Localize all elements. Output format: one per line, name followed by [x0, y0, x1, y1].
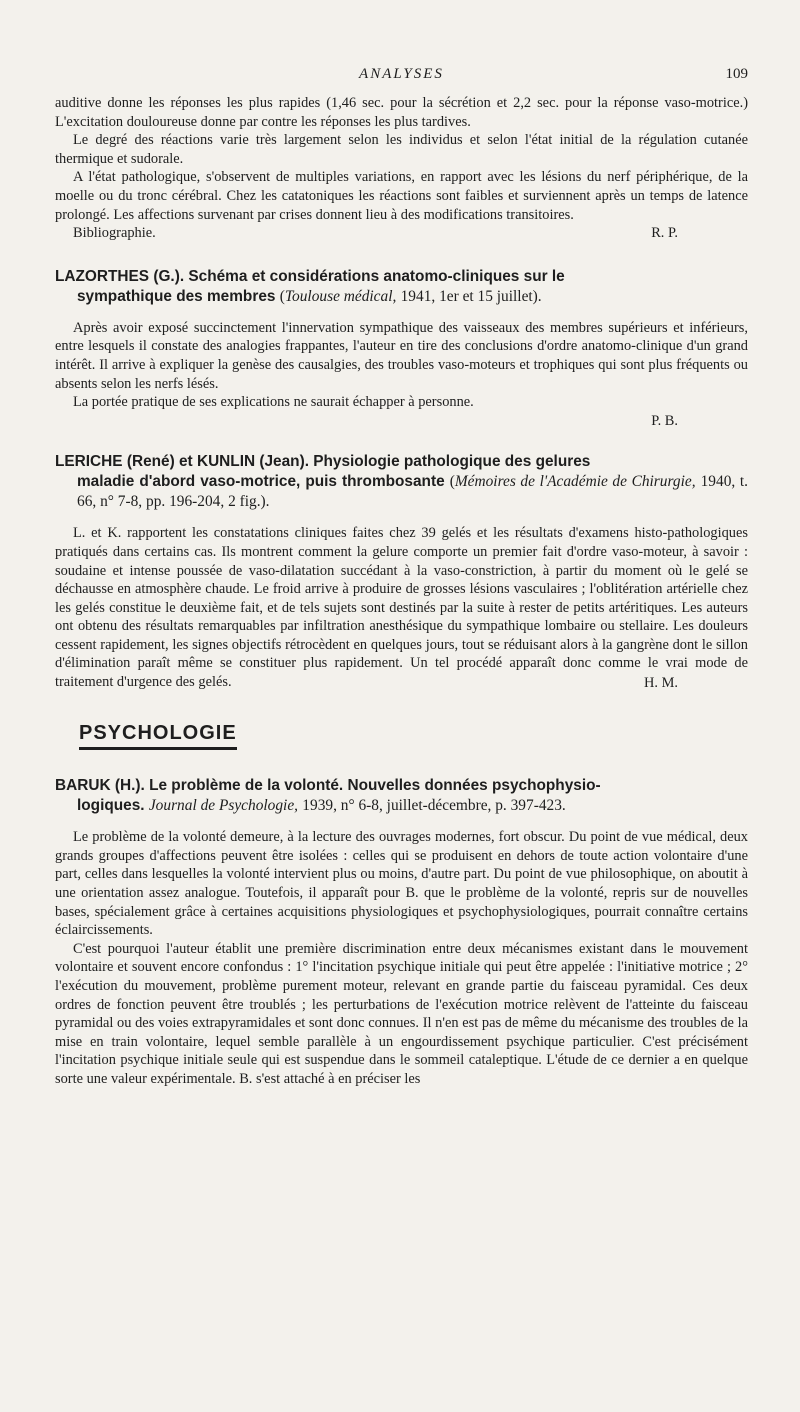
article-baruk [55, 776, 748, 1088]
article-authors: BARUK (H.). [55, 777, 145, 795]
article-paragraph: Après avoir exposé succinctement l'innervation sympathique des vaisseaux des membres supérieurs et inférieurs, entre lesquels il constate des analogies frappantes, l'auteur en tire des conclusions d'ordre anatomo-clinique d'un grand intérêt. Il arrive à expliquer la genèse des causalgies, des troubles vaso-moteurs et trophiques qui sont plus fréquents ou absents selon les nerfs lésés. [55, 319, 748, 392]
intro-paragraph-2: Le degré des réactions varie très largement selon les individus et selon l'état initial de la régulation cutanée thermique et sudorale. [55, 132, 748, 167]
article-signature: H. M. [644, 674, 678, 691]
section-psychologie [55, 692, 748, 750]
article-title-b: maladie d'abord vaso-motrice, puis thrombosante [77, 473, 445, 491]
article-ref-open: ( [279, 287, 285, 305]
article-journal: Journal de Psychologie, [148, 797, 299, 815]
article-title-a: Physiologie pathologique des gelures [313, 453, 591, 471]
article-ref: 1939, n° 6-8, juillet-décembre, p. 397-423. [302, 797, 566, 815]
article-paragraph: L. et K. rapportent les constatations cliniques faites chez 39 gelés et les résultats d'examens histo-pathologiques pratiqués dans certains cas. Ils montrent comment la gelure comporte un premier fait d'ordre vaso-moteur, à savoir : soudaine et intense poussée de vaso-dilatation succédant à la vaso-constriction, à partir du moment où le gelé se déchausse en atmosphère chaude. Le froid arrive à produire de grosses lésions vasculaires ; l'oblitération artérielle chez les gelés constitue le deuxième fait, et de tels sujets sont destinés par la suite à rester de petits artéritiques. Les auteurs ont obtenu des résultats remarquables par infiltration anesthésique du sympathique lombaire ou stellaire. Les douleurs cessent rapidement, les signes objectifs rétrocèdent en quelques jours, tout se réduisant alors à la gangrène dont le sillon d'élimination paraît même se constituer plus rapidement. Un tel procédé apparaît donc comme le vrai mode de traitement d'urgence des gelés. [55, 525, 748, 691]
article-paragraph: Le problème de la volonté demeure, à la lecture des ouvrages modernes, fort obscur. Du point de vue médical, deux grands groupes d'affections peuvent être isolées : celles qui se produisent en dehors de toute action volontaire d'une part, celles dans lesquelles la volonté intervient plus ou moins, d'autre part. Du point de vue philosophique, on aboutit à une orientation assez analogue. Toutefois, il apparaît pour B. que le problème de la volonté, repris sur de nouvelles bases, spécialement grâce à certaines acquisitions physiologiques et psychophysiologiques, pourrait connaître certains éclaircissements. [55, 829, 748, 939]
article-heading [55, 452, 748, 512]
article-ref-open: ( [449, 473, 455, 491]
page [55, 62, 748, 1089]
article-ref: 1941, 1er et 15 juillet). [400, 287, 542, 305]
article-heading [55, 267, 748, 307]
section-underline [79, 747, 237, 750]
article-title-a: Le problème de la volonté. Nouvelles données psychophysio- [149, 777, 601, 795]
bibliography-label: Bibliographie. [73, 225, 156, 242]
running-header [55, 62, 748, 88]
article-paragraph: La portée pratique de ses explications ne saurait échapper à personne. [73, 394, 474, 411]
intro-paragraph-1: auditive donne les réponses les plus rapides (1,46 sec. pour la sécrétion et 2,2 sec. pour la réponse vaso-motrice.) L'excitation douloureuse donne par contre les réponses les plus tardives. [55, 95, 748, 130]
intro-paragraph-3: A l'état pathologique, s'observent de multiples variations, en rapport avec les lésions du nerf périphérique, de la moelle ou du tronc cérébral. Chez les catatoniques les réactions sont faibles et surviennent après un temps de latence prolongé. Les affections survenant par crises donnent lieu à des modifications transitoires. [55, 169, 748, 223]
article-leriche [55, 452, 748, 692]
article-heading [55, 776, 748, 816]
article-journal: Mémoires de l'Académie de Chirurgie, [454, 473, 696, 491]
article-signature: P. B. [651, 412, 678, 429]
page-number: 109 [725, 66, 748, 82]
article-ref: 1940, t. 66, n° 7-8, pp. 196-204, 2 fig.). [77, 473, 748, 511]
article-title-b: logiques. [77, 797, 145, 815]
article-title-a: Schéma et considérations anatomo-cliniques sur le [188, 267, 565, 285]
article-authors: LAZORTHES (G.). [55, 267, 185, 285]
intro-footer [55, 224, 748, 243]
running-title: ANALYSES [359, 66, 444, 82]
intro-review [55, 94, 748, 243]
article-lazorthes [55, 267, 748, 431]
article-title-b: sympathique des membres [77, 287, 276, 305]
article-journal: Toulouse médical, [284, 287, 397, 305]
article-paragraph: C'est pourquoi l'auteur établit une première discrimination entre deux mécanismes existant dans le mouvement volontaire et souvent encore confondus : 1° l'incitation psychique initiale qui peut être appelée : l'initiative motrice ; 2° l'exécution du mouvement, problème purement moteur, relevant en grande partie du faisceau pyramidal. Ces deux ordres de fonction peuvent être troublés ; les perturbations de l'exécution motrice relèvent de l'atteinte du faisceau pyramidal ou des voies extrapyramidales et sont donc connues. Il n'en est pas de même du mécanisme des troubles de la mise en train volontaire, lequel semble parallèle à un engourdissement psychique particulier. C'est précisément l'incitation psychique initiale seule qui est suspendue dans le sommeil cataleptique. L'étude de ce dernier a en quelque sorte une valeur expérimentale. B. s'est attaché à en préciser les [55, 940, 748, 1087]
section-title: PSYCHOLOGIE [79, 722, 237, 745]
article-authors: LERICHE (René) et KUNLIN (Jean). [55, 453, 309, 471]
intro-signature: R. P. [651, 225, 678, 242]
